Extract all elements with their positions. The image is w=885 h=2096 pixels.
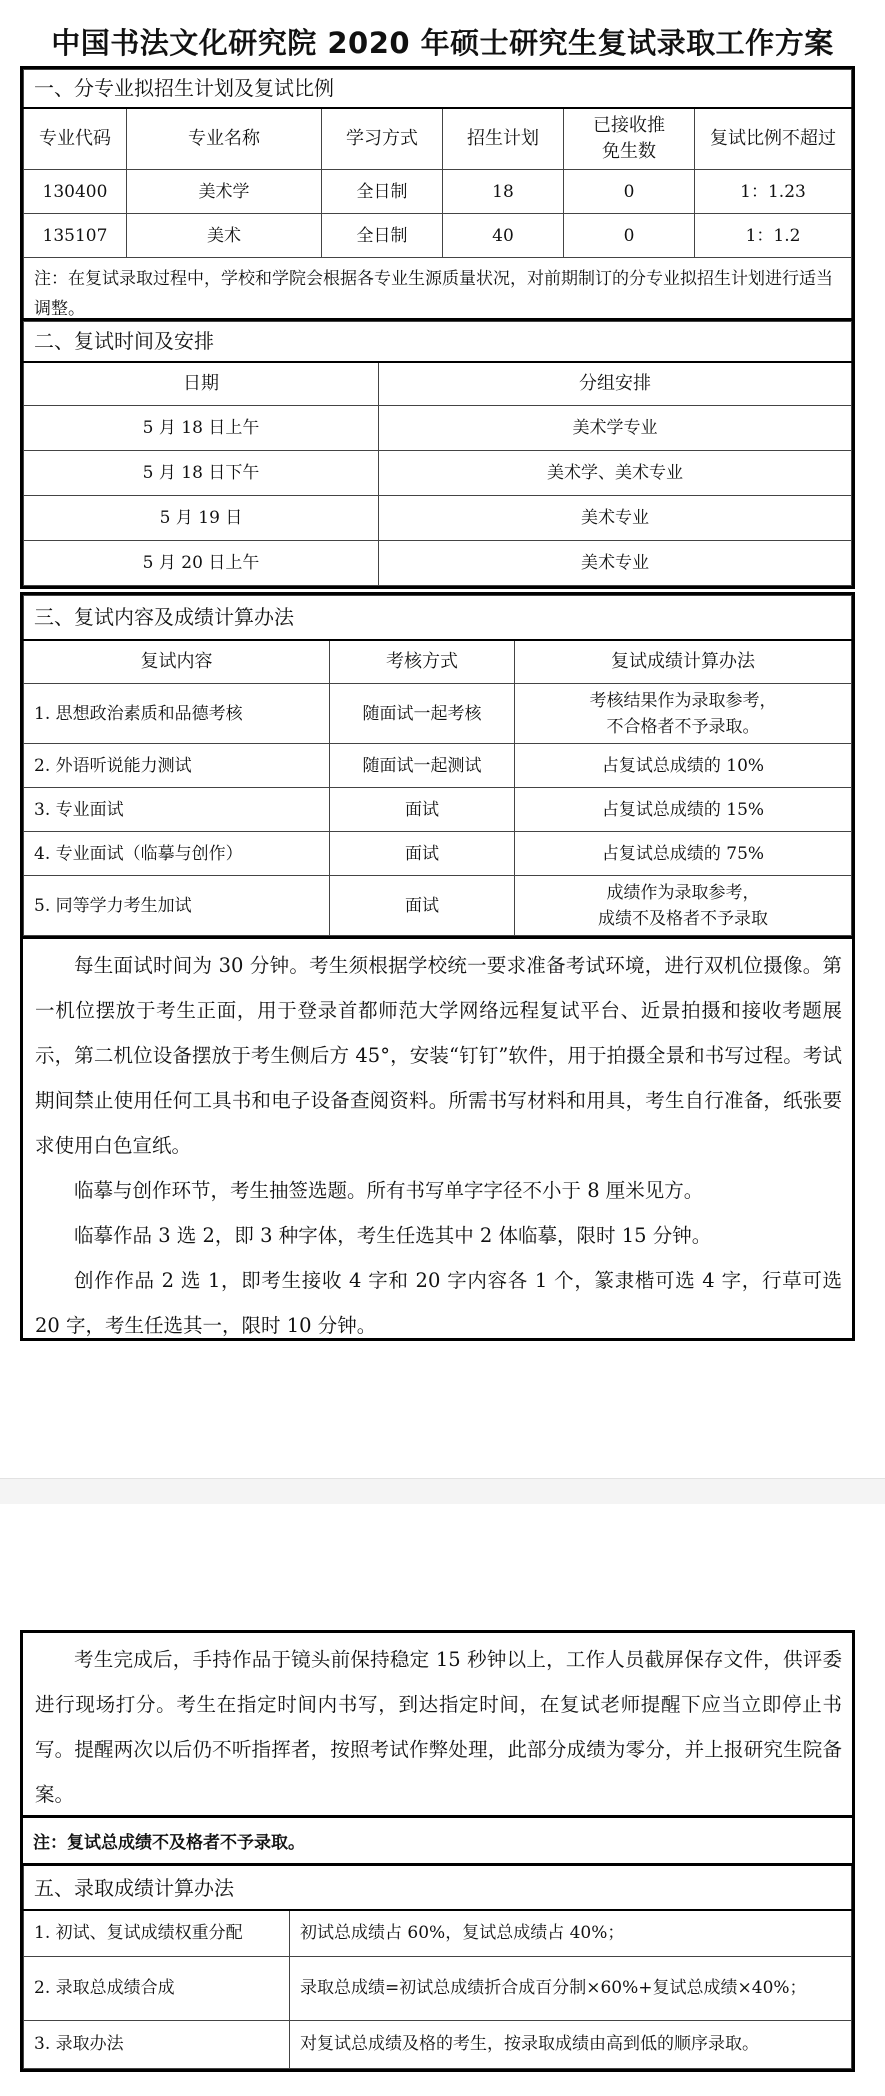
- table-row: [24, 406, 852, 451]
- section-schedule: [20, 318, 855, 589]
- table-cell: 5 月 18 日上午: [24, 406, 379, 451]
- table-row: [24, 170, 852, 214]
- table-cell: 3. 专业面试: [24, 788, 330, 832]
- table-row: [24, 541, 852, 586]
- paragraph: 临摹作品 3 选 2，即 3 种字体，考生任选其中 2 体临摹，限时 15 分钟。: [74, 1224, 712, 1247]
- table-cell: 考核结果作为录取参考， 不合格者不予录取。: [515, 684, 852, 744]
- table-cell: 5 月 19 日: [24, 496, 379, 541]
- table-header-row: [24, 640, 852, 684]
- table-cell: 占复试总成绩的 75%: [515, 832, 852, 876]
- table-cell: 5. 同等学力考生加试: [24, 876, 330, 936]
- failing-note: 注：复试总成绩不及格者不予录取。: [23, 1815, 852, 1866]
- column-header: 考核方式: [330, 640, 515, 684]
- table-cell: 美术专业: [379, 496, 852, 541]
- table-note: 注：在复试录取过程中，学校和学院会根据各专业生源质量状况，对前期制订的分专业拟招生计划进行适当调整。: [24, 258, 852, 331]
- table-cell: 3. 录取办法: [24, 2020, 290, 2068]
- table-row: [24, 496, 852, 541]
- table-cell: 1. 思想政治素质和品德考核: [24, 684, 330, 744]
- exam-rules-continued: [23, 1633, 852, 1815]
- column-header: 招生计划: [443, 108, 564, 170]
- table-cell: 2. 录取总成绩合成: [24, 1956, 290, 2020]
- table-row: [24, 1910, 852, 1956]
- table-row: [24, 1956, 852, 2020]
- section-heading: 五、录取成绩计算办法: [24, 1866, 852, 1910]
- enrollment-table: [23, 69, 852, 331]
- table-cell: 对复试总成绩及格的考生，按录取成绩由高到低的顺序录取。: [290, 2020, 852, 2068]
- section-heading: 二、复试时间及安排: [24, 322, 852, 362]
- table-cell: 面试: [330, 876, 515, 936]
- table-row: [24, 684, 852, 744]
- section-enrollment-plan: [20, 66, 855, 334]
- table-cell: 随面试一起测试: [330, 744, 515, 788]
- admission-score-table: [23, 1866, 852, 2069]
- section-exam-content: [20, 592, 855, 1341]
- table-cell: 全日制: [322, 214, 443, 258]
- column-header: 专业代码: [24, 108, 127, 170]
- table-header-row: [24, 108, 852, 170]
- table-cell: 5 月 20 日上午: [24, 541, 379, 586]
- document-title: 中国书法文化研究院 2020 年硕士研究生复试录取工作方案: [51, 26, 834, 60]
- column-header: 日期: [24, 362, 379, 406]
- table-cell: 美术学专业: [379, 406, 852, 451]
- section-heading: 三、复试内容及成绩计算办法: [24, 596, 852, 640]
- table-cell: 2. 外语听说能力测试: [24, 744, 330, 788]
- table-cell: 0: [564, 214, 695, 258]
- exam-content-table: [23, 595, 852, 936]
- schedule-table: [23, 321, 852, 586]
- document-page-2: [0, 1504, 885, 2096]
- table-cell: 1：1.23: [695, 170, 852, 214]
- paragraph: 考生完成后，手持作品于镜头前保持稳定 15 秒钟以上，工作人员截屏保存文件，供评委进行现场打分。考生在指定时间内书写，到达指定时间，在复试老师提醒下应当立即停止书写。提醒两次以后仍不听指挥者，按照考试作弊处理，此部分成绩为零分，并上报研究生院备案。: [35, 1648, 842, 1806]
- column-header: 分组安排: [379, 362, 852, 406]
- table-row: [24, 214, 852, 258]
- table-cell: 美术: [127, 214, 322, 258]
- table-cell: 1：1.2: [695, 214, 852, 258]
- section-exam-continued: [20, 1630, 855, 2072]
- table-cell: 130400: [24, 170, 127, 214]
- table-cell: 4. 专业面试（临摹与创作）: [24, 832, 330, 876]
- table-cell: 美术专业: [379, 541, 852, 586]
- table-cell: 全日制: [322, 170, 443, 214]
- table-cell: 5 月 18 日下午: [24, 451, 379, 496]
- table-cell: 135107: [24, 214, 127, 258]
- table-row: [24, 2020, 852, 2068]
- column-header: 复试内容: [24, 640, 330, 684]
- paragraph: 创作作品 2 选 1，即考生接收 4 字和 20 字内容各 1 个，篆隶楷可选 4 字，行草可选 20 字，考生任选其一，限时 10 分钟。: [35, 1269, 842, 1337]
- table-cell: 占复试总成绩的 15%: [515, 788, 852, 832]
- table-cell: 面试: [330, 788, 515, 832]
- table-cell: 0: [564, 170, 695, 214]
- table-cell: 成绩作为录取参考， 成绩不及格者不予录取: [515, 876, 852, 936]
- section-heading: 一、分专业拟招生计划及复试比例: [24, 70, 852, 108]
- column-header: 学习方式: [322, 108, 443, 170]
- table-row: [24, 744, 852, 788]
- column-header: 专业名称: [127, 108, 322, 170]
- page-break: [0, 1478, 885, 1506]
- column-header: 复试成绩计算办法: [515, 640, 852, 684]
- paragraph: 每生面试时间为 30 分钟。考生须根据学校统一要求准备考试环境，进行双机位摄像。第一机位摆放于考生正面，用于登录首都师范大学网络远程复试平台、近景拍摄和接收考题展示，第二机位设备摆放于考生侧后方 45°，安装“钉钉”软件，用于拍摄全景和书写过程。考试期间禁止使用任何工具书和电子设备查阅资料。所需书写材料和用具，考生自行准备，纸张要求使用白色宣纸。: [35, 954, 842, 1157]
- table-header-row: [24, 362, 852, 406]
- table-row: [24, 876, 852, 936]
- table-cell: 初试总成绩占 60%，复试总成绩占 40%；: [290, 1910, 852, 1956]
- table-cell: 1. 初试、复试成绩权重分配: [24, 1910, 290, 1956]
- table-row: [24, 832, 852, 876]
- table-cell: 美术学: [127, 170, 322, 214]
- table-cell: 美术学、美术专业: [379, 451, 852, 496]
- table-cell: 面试: [330, 832, 515, 876]
- column-header: 复试比例不超过: [695, 108, 852, 170]
- table-cell: 随面试一起考核: [330, 684, 515, 744]
- table-cell: 18: [443, 170, 564, 214]
- table-cell: 录取总成绩=初试总成绩折合成百分制×60%+复试总成绩×40%；: [290, 1956, 852, 2020]
- column-header: 已接收推免生数: [564, 108, 695, 170]
- paragraph: 临摹与创作环节，考生抽签选题。所有书写单字字径不小于 8 厘米见方。: [74, 1179, 704, 1202]
- table-cell: 40: [443, 214, 564, 258]
- exam-rules-text: [23, 936, 852, 1338]
- table-row: [24, 451, 852, 496]
- table-cell: 占复试总成绩的 10%: [515, 744, 852, 788]
- table-row: [24, 788, 852, 832]
